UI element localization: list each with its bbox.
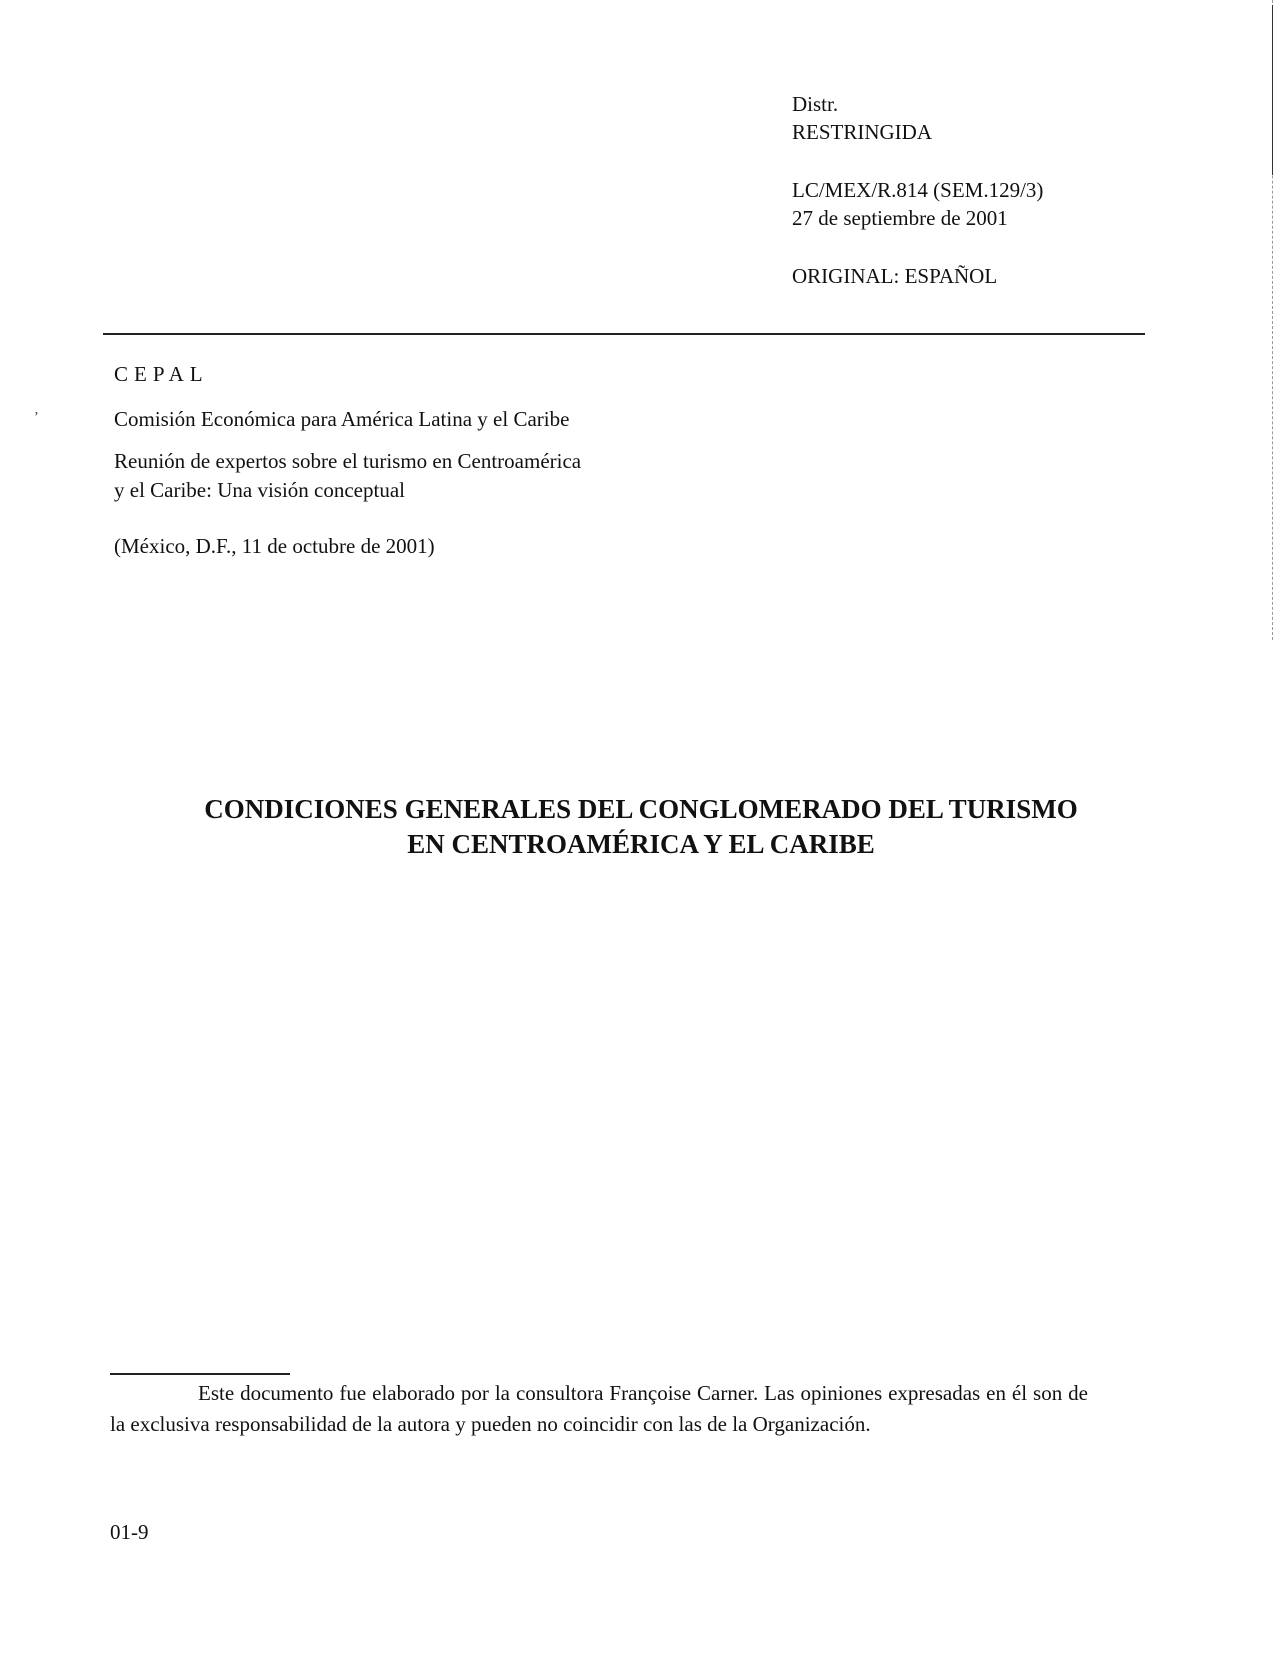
document-date: 27 de septiembre de 2001	[792, 206, 1008, 230]
original-language: ORIGINAL: ESPAÑOL	[792, 264, 998, 288]
document-symbol: LC/MEX/R.814 (SEM.129/3)	[792, 178, 1044, 202]
header-divider	[103, 333, 1145, 335]
footnote-divider	[110, 1373, 290, 1375]
organization-name: Comisión Económica para América Latina y el Caribe	[114, 407, 570, 431]
scan-speck-mark: ʼ	[34, 410, 39, 425]
scan-edge-solid-line	[1272, 5, 1273, 175]
document-title-line2: EN CENTROAMÉRICA Y EL CARIBE	[407, 829, 875, 859]
organization-acronym: CEPAL	[114, 362, 209, 386]
distribution-label: Distr.	[792, 92, 839, 116]
footnote	[110, 1378, 1088, 1440]
footnote-text: Este documento fue elaborado por la consultora Françoise Carner. Las opiniones expresadas en él son de la exclusiva responsabilidad de la autora y pueden no coincidir con las de la Organización.	[110, 1381, 1088, 1436]
restriction-label: RESTRINGIDA	[792, 120, 932, 144]
document-number: 01-9	[110, 1520, 149, 1544]
meeting-place-date: (México, D.F., 11 de octubre de 2001)	[114, 534, 435, 558]
meeting-title-line2: y el Caribe: Una visión conceptual	[114, 478, 405, 502]
meeting-title-line1: Reunión de expertos sobre el turismo en Centroamérica	[114, 449, 582, 473]
document-title-line1: CONDICIONES GENERALES DEL CONGLOMERADO DEL TURISMO	[204, 794, 1078, 824]
